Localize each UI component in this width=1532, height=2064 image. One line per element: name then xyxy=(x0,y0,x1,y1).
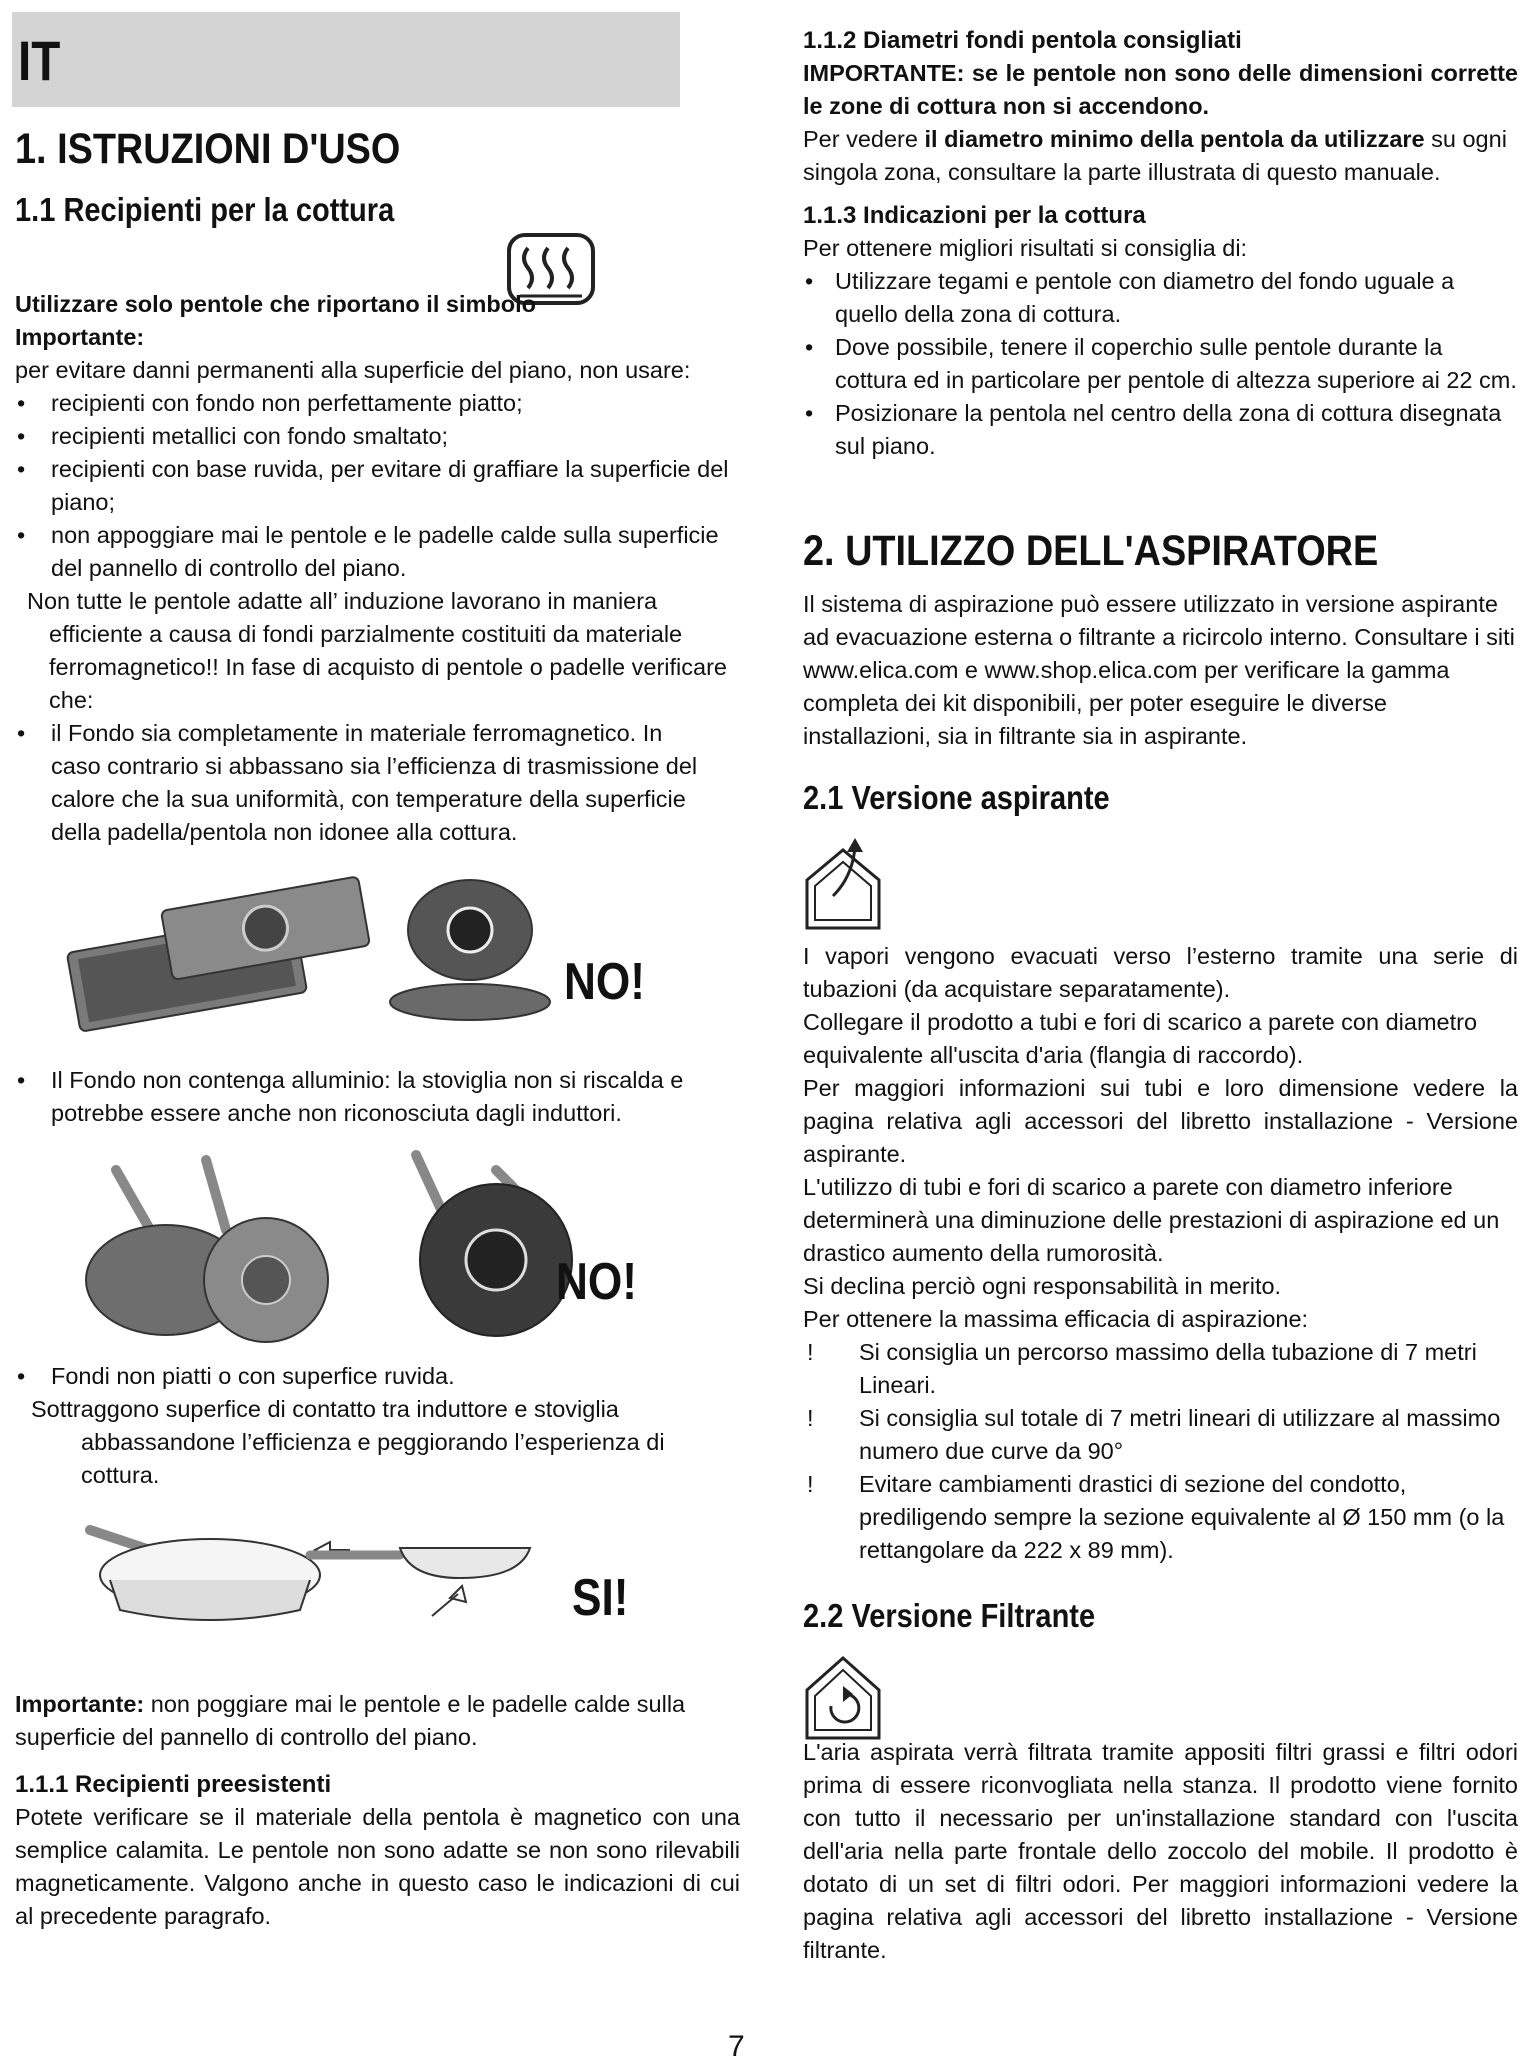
bullet-4: • non appoggiare mai le pentole e le padelle calde sulla superficie del pannello di controllo del piano. xyxy=(17,522,719,581)
language-bar xyxy=(12,12,680,107)
section-1-1-2-title: 1.1.2 Diametri fondi pentola consigliati xyxy=(803,27,1242,54)
s21-para-3: Per maggiori informazioni sui tubi e loro dimensione vedere la pagina relativa agli accessori del libretto installazione - Versione aspirante. xyxy=(803,1075,1518,1167)
non-ferromagnetic-pans-illustration xyxy=(50,880,570,1030)
section-1-1-3-intro: Per ottenere migliori risultati si consiglia di: xyxy=(803,235,1248,261)
section-1-1-2-text: Per vedere il diametro minimo della pentola da utilizzare su ogni singola zona, consultare la parte illustrata di questo manuale. xyxy=(803,126,1507,185)
importante-label: Importante: xyxy=(15,324,145,350)
exhaust-version-icon xyxy=(803,836,885,932)
page-title: 1. ISTRUZIONI D'USO xyxy=(15,125,401,173)
bullet-fondo: • il Fondo sia completamente in materiale ferromagnetico. In caso contrario si abbassano sia l’efficienza di trasmissione del calore che la sua uniformità, con temperature della superficie della padella/pentola non idonee alla cottura. xyxy=(17,720,698,845)
left-text-block-3 xyxy=(15,1360,755,1492)
s21-para-1: I vapori vengono evacuati verso l’esterno tramite una serie di tubazioni (da acquistare separatamente). xyxy=(803,943,1518,1002)
section-2-1-block xyxy=(803,940,1518,1567)
section-2-1-title: 2.1 Versione aspirante xyxy=(803,779,1110,816)
section-2-2-block xyxy=(803,1736,1518,1967)
bullet-fondi: • Fondi non piatti o con superfice ruvida. xyxy=(17,1363,455,1389)
verdict-si: SI! xyxy=(572,1569,629,1627)
non-tutte-paragraph: Non tutte le pentole adatte all’ induzione lavorano in maniera efficiente a causa di fondi parzialmente costituiti da materiale ferromagnetico!! In fase di acquisto di pentole o padelle verificare che: xyxy=(27,588,727,713)
left-text-block-4 xyxy=(15,1688,740,1933)
section-1-1-2-important: IMPORTANTE: se le pentole non sono delle dimensioni corrette le zone di cottura non si accendono. xyxy=(803,60,1518,119)
bullet-1: • recipienti con fondo non perfettamente piatto; xyxy=(17,390,523,416)
s113-bullet-3: • Posizionare la pentola nel centro della zona di cottura disegnata sul piano. xyxy=(805,400,1502,459)
verdict-no-1: NO! xyxy=(564,953,646,1011)
bullet-3: • recipienti con base ruvida, per evitare di graffiare la superficie del piano; xyxy=(17,456,729,515)
bullet-alluminio: • Il Fondo non contenga alluminio: la stoviglia non si riscalda e potrebbe essere anche non riconosciuta dagli induttori. xyxy=(17,1067,684,1126)
left-text-block-2 xyxy=(15,1064,755,1130)
s21-para-4: L'utilizzo di tubi e fori di scarico a parete con diametro inferiore determinerà una diminuzione delle prestazioni di aspirazione ed un drastico aumento della rumorosità. xyxy=(803,1174,1500,1266)
symbol-line: Utilizzare solo pentole che riportano il simbolo xyxy=(15,291,536,317)
section-2-title: 2. UTILIZZO DELL'ASPIRATORE xyxy=(803,527,1379,575)
sottraggono-paragraph: Sottraggono superfice di contatto tra induttore e stoviglia abbassandone l’efficienza e peggiorando l’esperienza di cottura. xyxy=(31,1396,665,1488)
section-2-2-title: 2.2 Versione Filtrante xyxy=(803,1597,1096,1634)
section-1-1-1-text: Potete verificare se il materiale della pentola è magnetico con una semplice calamita. Le pentole non sono adatte se non sono rilevabili magneticamente. Valgono anche in questo caso le indicazioni di cui al precedente paragrafo. xyxy=(15,1804,740,1929)
bullet-2: • recipienti metallici con fondo smaltato; xyxy=(17,423,449,449)
importante-2-paragraph: Importante: non poggiare mai le pentole e le padelle calde sulla superficie del pannello di controllo del piano. xyxy=(15,1691,686,1750)
s21-para-6: Per ottenere la massima efficacia di aspirazione: xyxy=(803,1306,1309,1332)
s21-excl-3: ! Evitare cambiamenti drastici di sezione del condotto, prediligendo sempre la sezione equivalente al Ø 150 mm (o la rettangolare da 222 x 89 mm). xyxy=(807,1471,1505,1563)
s21-para-5: Si declina perciò ogni responsabilità in merito. xyxy=(803,1273,1282,1299)
section-1-1-3-title: 1.1.3 Indicazioni per la cottura xyxy=(803,202,1146,229)
section-1-1-1-title: 1.1.1 Recipienti preesistenti xyxy=(15,1771,332,1798)
language-tag: IT xyxy=(18,29,61,92)
s21-excl-2: ! Si consiglia sul totale di 7 metri lineari di utilizzare al massimo numero due curve da 90° xyxy=(807,1405,1501,1464)
page-number: 7 xyxy=(728,2030,745,2063)
s21-para-2: Collegare il prodotto a tubi e fori di scarico a parete con diametro equivalente all'uscita d'aria (flangia di raccordo). xyxy=(803,1009,1478,1068)
flat-bottom-pans-illustration xyxy=(80,1520,600,1630)
intro-line: per evitare danni permanenti alla superficie del piano, non usare: xyxy=(15,357,691,383)
section-1-1-title: 1.1 Recipienti per la cottura xyxy=(15,191,395,228)
s21-excl-1: ! Si consiglia un percorso massimo della tubazione di 7 metri Lineari. xyxy=(807,1339,1477,1398)
section-2-text: Il sistema di aspirazione può essere utilizzato in versione aspirante ad evacuazione esterna o filtrante a ricircolo interno. Consultare i siti www.elica.com e www.shop.elica.com per verificare la gamma completa dei kit disponibili, per poter eseguire le diverse installazioni, sia in filtrante sia in aspirante. xyxy=(803,591,1515,749)
verdict-no-2: NO! xyxy=(556,1253,638,1311)
section-2-2-text: L'aria aspirata verrà filtrata tramite appositi filtri grassi e filtri odori prima di essere riconvogliata nella stanza. Il prodotto viene fornito con tutto il necessario per un'installazione standard con l'uscita dell'aria nella parte frontale dello zoccolo del mobile. Il prodotto è dotato di un set di filtri odori. Per maggiori informazioni vedere la pagina relativa agli accessori del libretto installazione - Versione filtrante. xyxy=(803,1739,1518,1963)
filter-version-icon xyxy=(803,1652,885,1742)
s113-bullet-1: • Utilizzare tegami e pentole con diametro del fondo uguale a quello della zona di cottura. xyxy=(805,268,1455,327)
right-column-top xyxy=(803,24,1518,463)
rough-bottom-pans-illustration xyxy=(76,1150,596,1350)
s113-bullet-2: • Dove possibile, tenere il coperchio sulle pentole durante la cottura ed in particolare per pentole di altezza superiore ai 22 cm. xyxy=(805,334,1517,393)
section-2-block xyxy=(803,588,1518,753)
left-text-block xyxy=(15,288,755,849)
